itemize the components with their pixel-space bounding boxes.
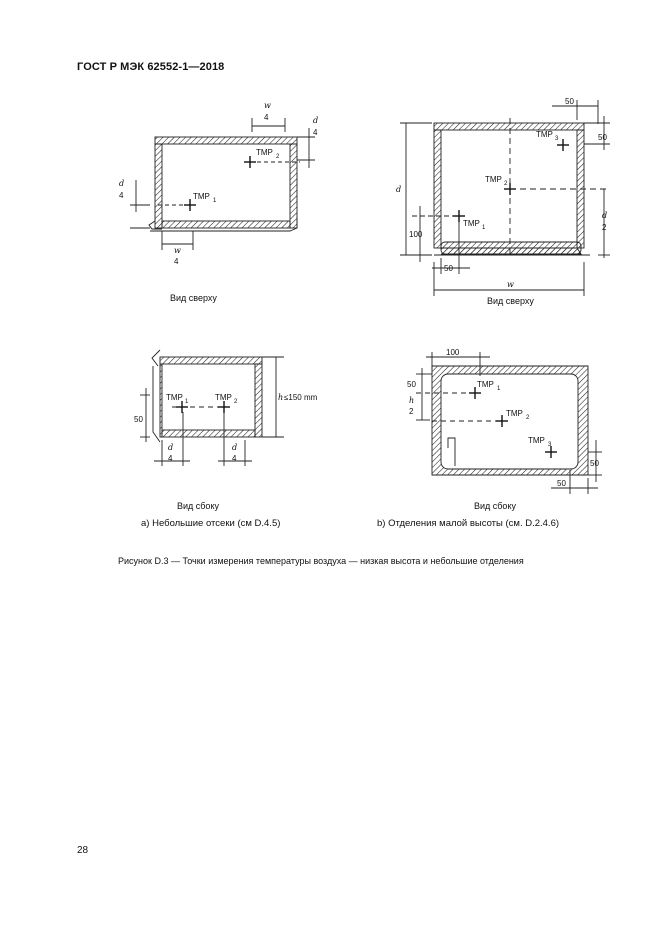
dim-4: 4: [174, 257, 179, 266]
view-label: Вид сверху: [487, 296, 534, 306]
tmp1-sub: 1: [213, 198, 217, 204]
tmp1-label: TMP: [166, 393, 183, 402]
dim-50: 50: [598, 133, 607, 142]
dim-w: w: [264, 101, 271, 110]
tmp2-sub: 2: [234, 399, 238, 405]
figure-caption: Рисунок D.3 — Точки измерения температуры воздуха — низкая высота и небольшие отделения: [118, 556, 524, 566]
document-header: ГОСТ Р МЭК 62552-1—2018: [77, 61, 225, 73]
dim-100: 100: [409, 230, 423, 239]
tmp2-sub: 2: [526, 415, 530, 421]
dim-h: h: [409, 396, 415, 405]
dim-2: 2: [602, 223, 607, 232]
tmp1-sub: 1: [497, 386, 501, 392]
dim-50: 50: [407, 380, 416, 389]
panel-low-side-view: [416, 352, 602, 494]
dim-50: 50: [557, 479, 566, 488]
dim-h-limit: ≤150 mm: [284, 393, 318, 402]
dim-w: w: [174, 246, 181, 255]
tmp3-label: TMP: [536, 130, 553, 139]
subcaption-a: a) Небольшие отсеки (см D.4.5): [141, 518, 281, 529]
view-label: Вид сбоку: [474, 501, 516, 511]
dim-50: 50: [134, 415, 143, 424]
dim-100: 100: [446, 348, 460, 357]
panel1-labels: [119, 101, 318, 303]
tmp2-label: TMP: [256, 148, 273, 157]
tmp2-sub: 2: [504, 181, 508, 187]
dim-4: 4: [119, 191, 124, 200]
view-label: Вид сверху: [170, 293, 217, 303]
tmp-markers-panel2: [453, 139, 569, 222]
dim-d: d: [119, 179, 125, 188]
panel-small-top-view: [130, 118, 315, 250]
view-label: Вид сбоку: [177, 501, 219, 511]
tmp2-sub: 2: [276, 154, 280, 160]
tmp1-sub: 1: [482, 225, 486, 231]
dim-h: h: [278, 393, 284, 402]
dim-4: 4: [232, 454, 237, 463]
tmp3-sub: 3: [555, 136, 559, 142]
dim-2: 2: [409, 407, 414, 416]
tmp-markers-panel1: [184, 156, 256, 211]
dim-4: 4: [313, 128, 318, 137]
dim-4: 4: [168, 454, 173, 463]
dim-d: d: [313, 116, 319, 125]
dim-50: 50: [590, 459, 599, 468]
dim-50: 50: [444, 264, 453, 273]
tmp1-label: TMP: [193, 192, 210, 201]
tmp2-label: TMP: [485, 175, 502, 184]
page-number: 28: [77, 845, 89, 856]
panel-small-side-view: [140, 350, 284, 466]
tmp3-sub: 3: [548, 442, 552, 448]
dim-d: d: [396, 185, 402, 194]
dim-4: 4: [264, 113, 269, 122]
tmp1-label: TMP: [477, 380, 494, 389]
tmp1-sub: 1: [185, 399, 189, 405]
dim-w: w: [507, 280, 514, 289]
panel-low-top-view: [400, 100, 610, 296]
dim-d: d: [168, 443, 174, 452]
dim-50: 50: [565, 97, 574, 106]
dim-d: d: [232, 443, 238, 452]
subcaption-b: b) Отделения малой высоты (см. D.2.4.6): [377, 518, 560, 529]
dim-d: d: [602, 211, 608, 220]
tmp2-label: TMP: [506, 409, 523, 418]
tmp1-label: TMP: [463, 219, 480, 228]
tmp3-label: TMP: [528, 436, 545, 445]
tmp2-label: TMP: [215, 393, 232, 402]
